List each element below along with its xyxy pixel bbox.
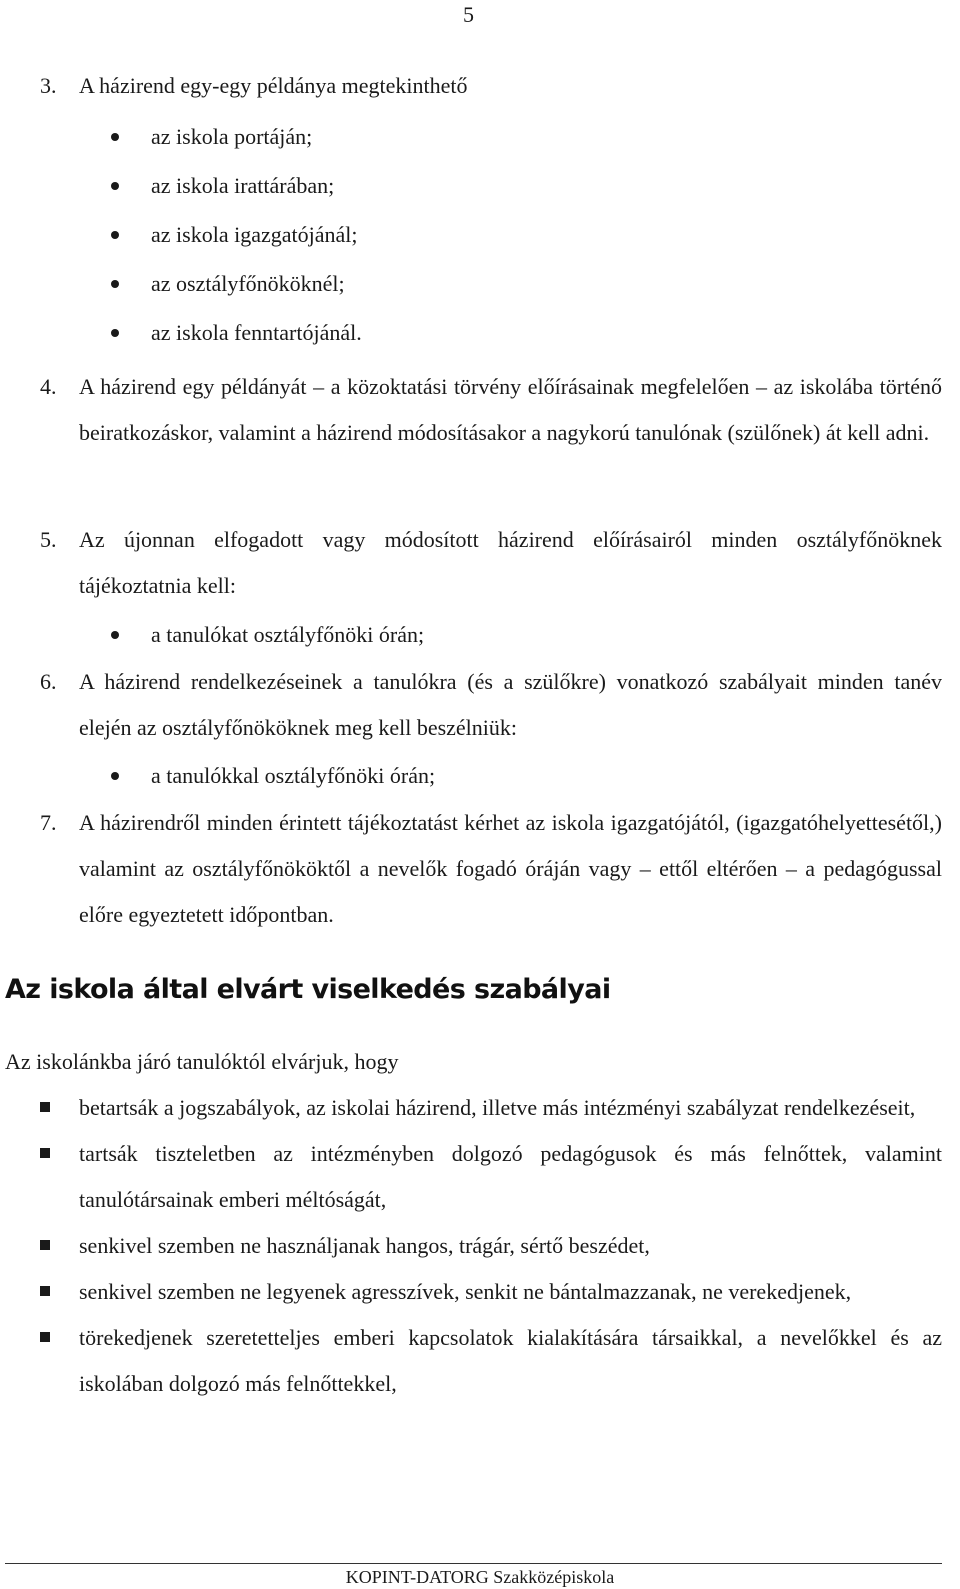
- square-bullet-icon: [40, 1240, 50, 1250]
- numbered-item-4: [40, 364, 942, 456]
- item-text: A házirend rendelkezéseinek a tanulókra (és a szülőkre) vonatkozó szabályait minden tanév elején az osztályfőnököknek meg kell beszélniük:: [79, 669, 942, 740]
- section-intro: Az iskolánkba járó tanulóktól elvárjuk, hogy: [5, 1049, 399, 1074]
- list-item: betartsák a jogszabályok, az iskolai házirend, illetve más intézményi szabályzat rendelkezéseit,: [40, 1085, 942, 1131]
- item-text: A házirendről minden érintett tájékoztatást kérhet az iskola igazgatójától, (igazgatóhelyettesétől,) valamint az osztályfőnököktől a nevelők fogadó óráján vagy – ettől eltérően – a pedagógussal előre egyeztetett időpontban.: [79, 810, 942, 927]
- footer-divider: [5, 1563, 942, 1564]
- bullet-icon: [111, 231, 119, 239]
- list-item: senkivel szemben ne legyenek agresszívek, senkit ne bántalmazzanak, ne verekedjenek,: [40, 1269, 942, 1315]
- bullet-icon: [111, 280, 119, 288]
- section-heading: Az iskola által elvárt viselkedés szabályai: [5, 974, 611, 1005]
- numbered-item-5: [40, 517, 942, 609]
- square-bullet-icon: [40, 1102, 50, 1112]
- item-text: A házirend egy-egy példánya megtekinthető: [79, 73, 468, 98]
- item-number: 7.: [40, 810, 57, 835]
- item-number: 6.: [40, 669, 57, 694]
- list-item: az iskola fenntartójánál.: [0, 308, 902, 357]
- bullet-list-6: [0, 751, 902, 800]
- list-item: a tanulókat osztályfőnöki órán;: [0, 610, 902, 659]
- bullet-list-3: [0, 112, 902, 357]
- item-number: 4.: [40, 374, 57, 399]
- item-number: 3.: [40, 73, 57, 98]
- bullet-icon: [111, 631, 119, 639]
- bullet-list-5: [0, 610, 902, 659]
- list-item: az osztályfőnököknél;: [0, 259, 902, 308]
- list-item: a tanulókkal osztályfőnöki órán;: [0, 751, 902, 800]
- list-item: az iskola portáján;: [0, 112, 902, 161]
- item-text: A házirend egy példányát – a közoktatási törvény előírásainak megfelelően – az iskolába történő beiratkozáskor, valamint a házirend módosításakor a nagykorú tanulónak (szülőnek) át kell adni.: [79, 374, 942, 445]
- square-bullet-icon: [40, 1148, 50, 1158]
- page-footer: KOPINT-DATORG Szakközépiskola: [345, 1567, 615, 1587]
- item-number: 5.: [40, 527, 57, 552]
- square-bullet-icon: [40, 1286, 50, 1296]
- list-item: törekedjenek szeretetteljes emberi kapcsolatok kialakítására társaikkal, a nevelőkkel és az iskolában dolgozó más felnőttekkel,: [40, 1315, 942, 1407]
- page-number: 5: [463, 2, 474, 27]
- list-item: az iskola irattárában;: [0, 161, 902, 210]
- bullet-icon: [111, 182, 119, 190]
- square-bullet-icon: [40, 1332, 50, 1342]
- expectations-list: [40, 1085, 942, 1407]
- numbered-item-3: [40, 63, 942, 109]
- numbered-item-6: [40, 659, 942, 751]
- bullet-icon: [111, 133, 119, 141]
- list-item: senkivel szemben ne használjanak hangos, trágár, sértő beszédet,: [40, 1223, 942, 1269]
- list-item: tartsák tiszteletben az intézményben dolgozó pedagógusok és más felnőttek, valamint tanulótársainak emberi méltóságát,: [40, 1131, 942, 1223]
- bullet-icon: [111, 329, 119, 337]
- bullet-icon: [111, 772, 119, 780]
- list-item: az iskola igazgatójánál;: [0, 210, 902, 259]
- item-text: Az újonnan elfogadott vagy módosított házirend előírásairól minden osztályfőnöknek tájékoztatnia kell:: [79, 527, 942, 598]
- numbered-item-7: [40, 800, 942, 938]
